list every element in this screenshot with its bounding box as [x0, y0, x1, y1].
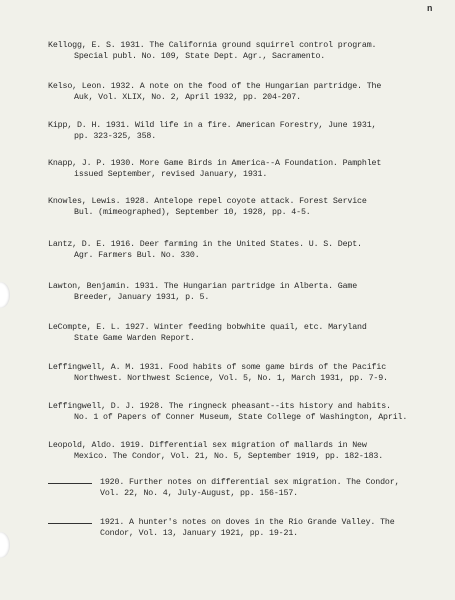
entry-line: Kellogg, E. S. 1931. The California ground squirrel control program.	[48, 41, 377, 50]
entry-continuation: Special publ. No. 109, State Dept. Agr., Sacramento.	[74, 52, 326, 61]
entry-line: Leffingwell, D. J. 1928. The ringneck pheasant--its history and habits.	[48, 402, 391, 411]
entry-line: Kipp, D. H. 1931. Wild life in a fire. American Forestry, June 1931,	[48, 121, 377, 130]
bibliography-entry	[48, 281, 443, 303]
entry-line: 1921. A hunter's notes on doves in the Rio Grande Valley. The	[100, 518, 395, 527]
entry-continuation: Agr. Farmers Bul. No. 330.	[74, 251, 200, 260]
bibliography-entry	[48, 517, 443, 539]
bibliography-entry	[48, 477, 443, 499]
bibliography-entry	[48, 158, 443, 180]
bibliography-entry	[48, 81, 443, 103]
entry-continuation: Bul. (mimeographed), September 10, 1928, pp. 4-5.	[74, 208, 311, 217]
bibliography-entry	[48, 120, 443, 142]
entry-line: Knapp, J. P. 1930. More Game Birds in America--A Foundation. Pamphlet	[48, 159, 382, 168]
entry-continuation: Condor, Vol. 13, January 1921, pp. 19-21.	[100, 529, 298, 538]
entry-line: Kelso, Leon. 1932. A note on the food of the Hungarian partridge. The	[48, 82, 382, 91]
bibliography-entry	[48, 362, 443, 384]
punch-hole	[0, 532, 10, 558]
ditto-rule	[48, 522, 92, 524]
entry-line: 1920. Further notes on differential sex migration. The Condor,	[100, 478, 400, 487]
entry-line: Knowles, Lewis. 1928. Antelope repel coyote attack. Forest Service	[48, 197, 367, 206]
bibliography-entry	[48, 196, 443, 218]
ditto-rule	[48, 482, 92, 484]
entry-line: Lawton, Benjamin. 1931. The Hungarian partridge in Alberta. Game	[48, 282, 358, 291]
entry-continuation: Auk, Vol. XLIX, No. 2, April 1932, pp. 204-207.	[74, 93, 301, 102]
punch-hole	[0, 282, 10, 308]
entry-continuation: Vol. 22, No. 4, July-August, pp. 156-157.	[100, 489, 298, 498]
page-number: n	[427, 4, 433, 14]
entry-line: Leopold, Aldo. 1919. Differential sex migration of mallards in New	[48, 441, 367, 450]
entry-continuation: No. 1 of Papers of Conner Museum, State College of Washington, April.	[74, 413, 408, 422]
entry-line: Leffingwell, A. M. 1931. Food habits of some game birds of the Pacific	[48, 363, 387, 372]
bibliography-entry	[48, 401, 443, 423]
entry-line: Lantz, D. E. 1916. Deer farming in the United States. U. S. Dept.	[48, 240, 362, 249]
entry-continuation: Mexico. The Condor, Vol. 21, No. 5, September 1919, pp. 182-183.	[74, 452, 384, 461]
entry-continuation: Breeder, January 1931, p. 5.	[74, 293, 210, 302]
entry-line: LeCompte, E. L. 1927. Winter feeding bobwhite quail, etc. Maryland	[48, 323, 367, 332]
entry-continuation: State Game Warden Report.	[74, 334, 195, 343]
entry-continuation: pp. 323-325, 358.	[74, 132, 157, 141]
bibliography-entry	[48, 40, 443, 62]
entry-continuation: Northwest. Northwest Science, Vol. 5, No. 1, March 1931, pp. 7-9.	[74, 374, 388, 383]
entry-continuation: issued September, revised January, 1931.	[74, 170, 268, 179]
bibliography-entry	[48, 322, 443, 344]
bibliography-entry	[48, 440, 443, 462]
bibliography-entry	[48, 239, 443, 261]
